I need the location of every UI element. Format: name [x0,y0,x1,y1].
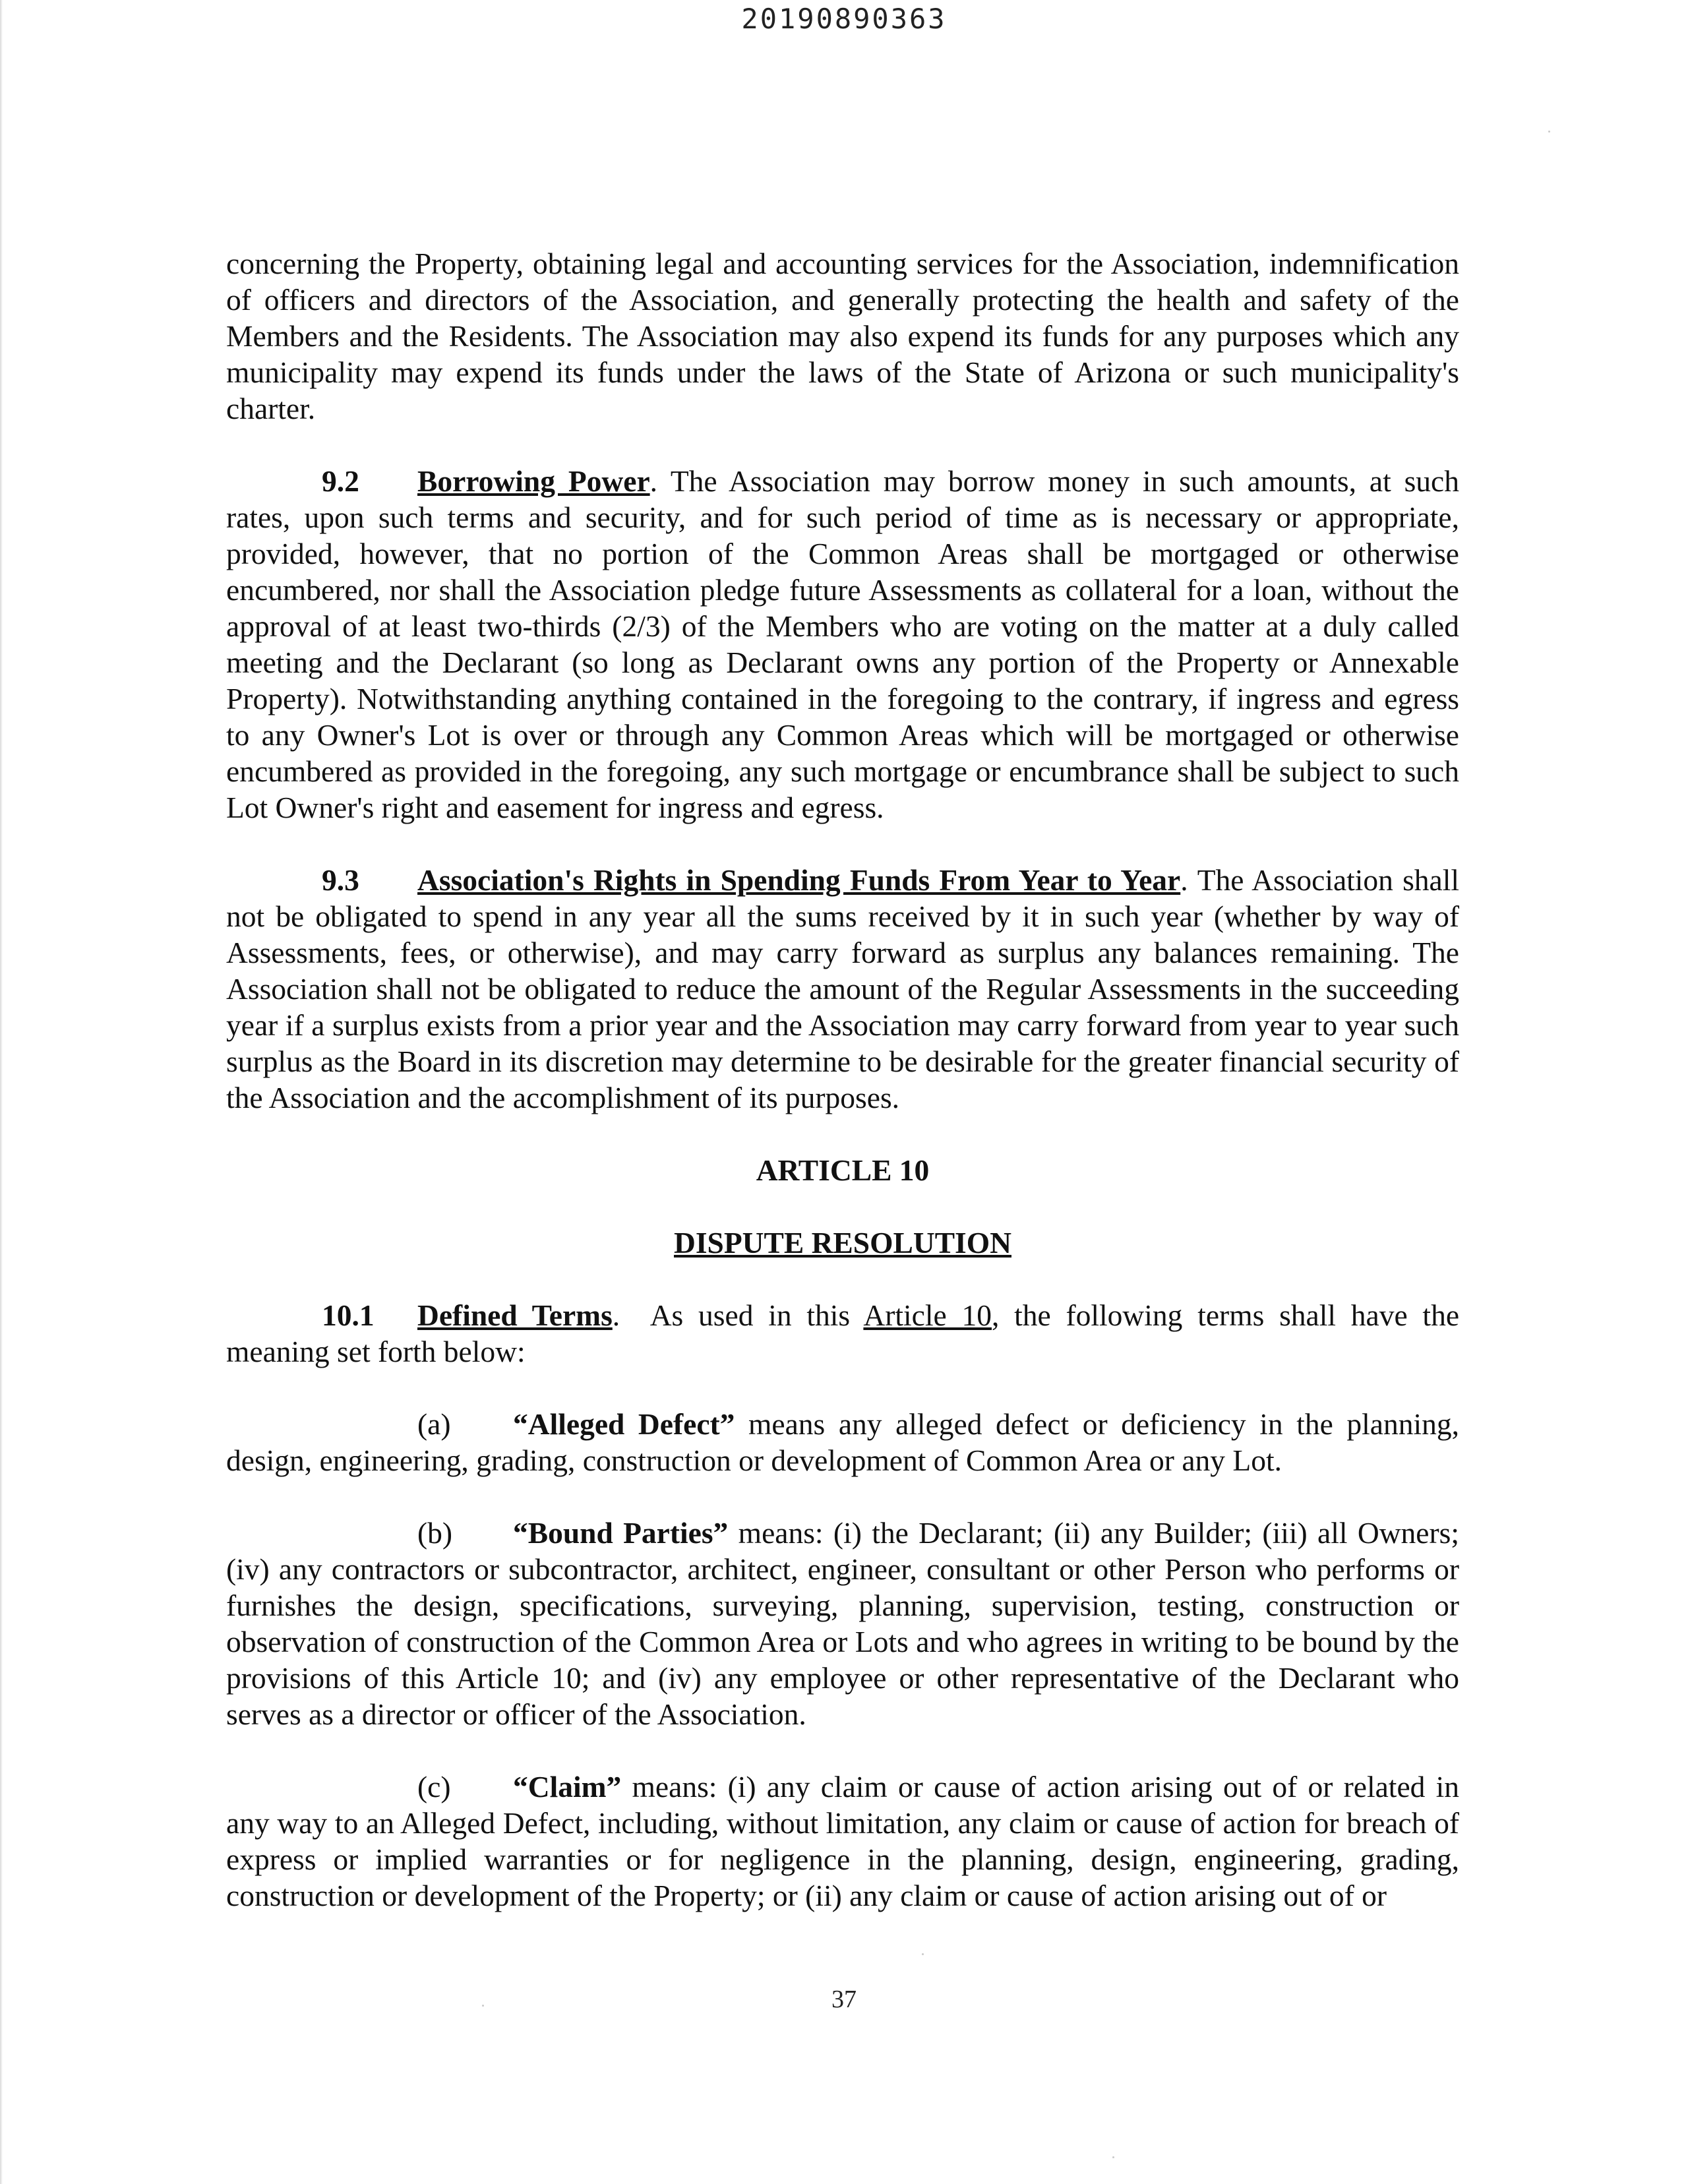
section-text: As used in this [649,1298,851,1332]
section-heading: Defined Terms [417,1298,613,1332]
scan-edge [0,0,3,2184]
definition-text: means any alleged defect or deficiency in the planning, design, engineering, grading, construction or development of Common Area or any Lot. [226,1407,1459,1477]
article-subtitle: DISPUTE RESOLUTION [673,1226,1011,1259]
defined-term: “Bound Parties” [513,1516,729,1550]
heading-period: . [1180,863,1197,897]
scan-speck [1548,131,1550,133]
section-text: , the following terms shall have the meaning set forth below: [226,1298,1460,1368]
heading-period: . [649,464,671,498]
section-text: The Association may borrow money in such amounts, at such rates, upon such terms and security, and for such period of time as is necessary or appropriate, provided, however, that no portion of the Common Areas shall be mortgaged or otherwise encumbered, nor shall the Association pledge future Assessments as collateral for a loan, without the approval of at least two-thirds (2/3) of the Members who are voting on the matter at a duly called meeting and the Declarant (so long as Declarant owns any portion of the Property or Annexable Property). Notwithstanding anything contained in the foregoing to the contrary, if ingress and egress to any Owner's Lot is over or through any Common Areas which will be mortgaged or otherwise encumbered as provided in the foregoing, any such mortgage or encumbrance shall be subject to such Lot Owner's right and easement for ingress and egress. [226,464,1459,824]
definition-label: (a) [417,1407,451,1441]
definition-bound-parties [226,1515,1459,1732]
scan-speck [1112,2156,1114,2158]
scan-speck [922,1953,924,1955]
section-number: 9.3 [322,863,359,897]
defined-term: “Claim” [513,1770,622,1804]
heading-period: . [612,1298,650,1332]
section-9-3 [226,862,1459,1116]
section-9-2 [226,463,1459,826]
definition-text: means: (i) any claim or cause of action arising out of or related in any way to an Alleged Defect, including, without limitation, any claim or cause of action for breach of express or implied warranties or for negligence in the planning, design, engineering, grading, construction or development of the Property; or (ii) any claim or cause of action arising out of or [226,1770,1460,1912]
definition-alleged-defect [226,1406,1459,1478]
definition-label: (c) [417,1770,451,1804]
paragraph-continuation: concerning the Property, obtaining legal and accounting services for the Association, indemnification of officers and directors of the Association, and generally protecting the health and safety of the Members and the Residents. The Association may also expend its funds for any purposes which any municipality may expend its funds under the laws of the State of Arizona or such municipality's charter. [226,247,1459,425]
recording-number: 20190890363 [741,3,947,35]
section-heading: Borrowing Power [417,464,650,498]
article-title: ARTICLE 10 [756,1153,930,1187]
page-number: 37 [831,1986,857,2013]
section-10-1 [226,1297,1459,1370]
document-body [226,245,1459,1950]
definition-claim [226,1769,1459,1914]
definition-text: means: (i) the Declarant; (ii) any Builder; (iii) all Owners; (iv) any contractors or subcontractor, architect, engineer, consultant or other Person who performs or furnishes the design, specifications, surveying, planning, supervision, testing, construction or observation of construction of the Common Area or Lots and who agrees in writing to be bound by the provisions of this Article 10; and (iv) any employee or other representative of the Declarant who serves as a director or officer of the Association. [226,1516,1459,1731]
section-text: The Association shall not be obligated to spend in any year all the sums received by it in such year (whether by way of Assessments, fees, or otherwise), and may carry forward as surplus any balances remaining. The Association shall not be obligated to reduce the amount of the Regular Assessments in the succeeding year if a surplus exists from a prior year and the Association may carry forward from year to year such surplus as the Board in its discretion may determine to be desirable for the greater financial security of the Association and the accomplishment of its purposes. [226,863,1460,1114]
section-heading: Association's Rights in Spending Funds From Year to Year [417,863,1181,897]
definition-label: (b) [417,1516,453,1550]
section-number: 10.1 [322,1298,375,1332]
article-reference: Article 10 [863,1298,992,1332]
defined-term: “Alleged Defect” [513,1407,735,1441]
section-number: 9.2 [322,464,359,498]
